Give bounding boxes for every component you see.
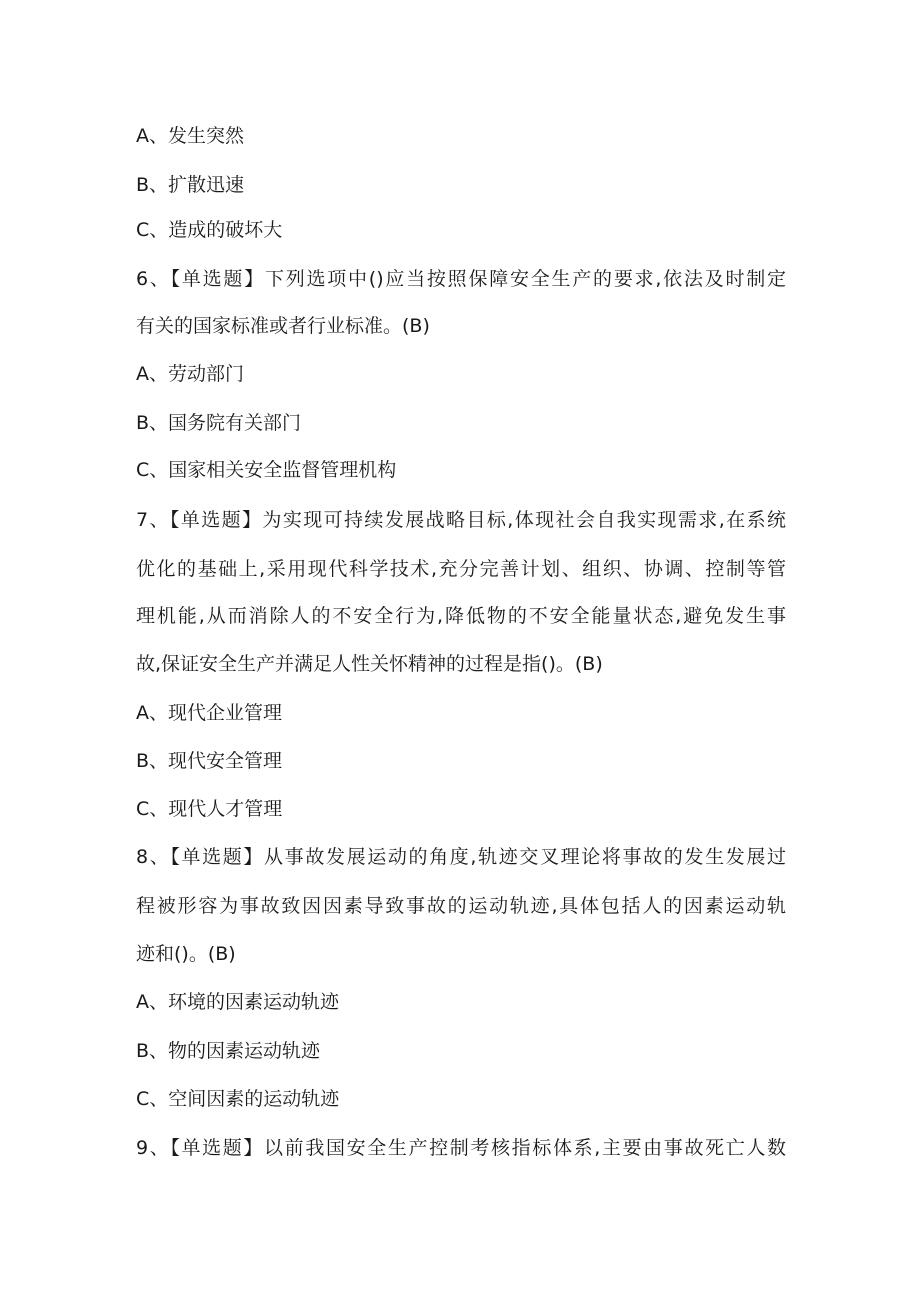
q7-stem-line-1: 7、【单选题】为实现可持续发展战略目标,体现社会自我实现需求,在系统 [136, 509, 786, 531]
q7-stem-line-2: 优化的基础上,采用现代科学技术,充分完善计划、组织、协调、控制等管 [136, 558, 786, 580]
q5-option-a: A、发生突然 [136, 125, 244, 147]
q8-stem-line-3: 迹和()。(B) [136, 943, 236, 965]
q6-option-c: C、国家相关安全监督管理机构 [136, 459, 397, 481]
q7-option-a: A、现代企业管理 [136, 702, 282, 724]
q9-stem-line-1: 9、【单选题】以前我国安全生产控制考核指标体系,主要由事故死亡人数 [136, 1137, 786, 1159]
q5-option-b: B、扩散迅速 [136, 174, 245, 196]
q7-stem-line-4: 故,保证安全生产并满足人性关怀精神的过程是指()。(B) [136, 653, 603, 675]
q8-option-a: A、环境的因素运动轨迹 [136, 991, 339, 1013]
q7-option-c: C、现代人才管理 [136, 798, 283, 820]
q6-option-a: A、劳动部门 [136, 363, 244, 385]
q6-stem-line-1: 6、【单选题】下列选项中()应当按照保障安全生产的要求,依法及时制定 [136, 268, 786, 290]
q6-stem-line-2: 有关的国家标准或者行业标准。(B) [136, 315, 430, 337]
q6-option-b: B、国务院有关部门 [136, 412, 302, 434]
q8-stem-line-1: 8、【单选题】从事故发展运动的角度,轨迹交叉理论将事故的发生发展过 [136, 846, 786, 868]
q8-option-b: B、物的因素运动轨迹 [136, 1040, 321, 1062]
q7-stem-line-3: 理机能,从而消除人的不安全行为,降低物的不安全能量状态,避免发生事 [136, 605, 786, 627]
q8-option-c: C、空间因素的运动轨迹 [136, 1088, 340, 1110]
q8-stem-line-2: 程被形容为事故致因因素导致事故的运动轨迹,具体包括人的因素运动轨 [136, 895, 786, 917]
q5-option-c: C、造成的破坏大 [136, 219, 283, 241]
q7-option-b: B、现代安全管理 [136, 750, 283, 772]
